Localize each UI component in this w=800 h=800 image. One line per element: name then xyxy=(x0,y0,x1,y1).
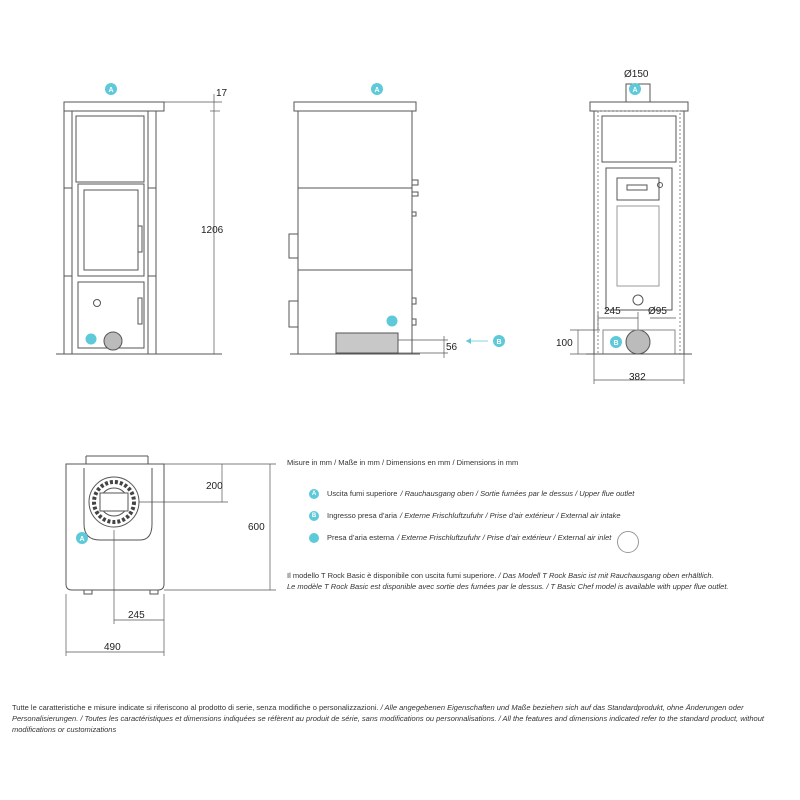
side-view xyxy=(289,102,420,354)
legend-item-air-intake xyxy=(287,510,621,522)
footer-translations: / Alle angegebenen Eigenschaften und Maße beziehen sich auf das Standardprodukt, ohne Änderungen oder Personalisierungen. / Toutes les caractéristiques et dimensions indiquées se réfèrent au produit de série, sans modifications ou personnalisations. / All the features and dimensions indicated refer to the standard product, without modifications or customizations xyxy=(12,703,764,734)
model-note xyxy=(287,570,729,592)
side-air-box xyxy=(336,333,398,353)
legend-badge-b: B xyxy=(309,511,319,521)
units-note: Misure in mm / Maße in mm / Dimensions en mm / Dimensions in mm xyxy=(287,458,519,467)
legend-label-air-intake: Ingresso presa d’aria xyxy=(327,511,398,520)
intake-badge-front xyxy=(86,334,97,345)
model-note-de: / Das Modell T Rock Basic ist mit Rauchausgang oben erhältlich. xyxy=(498,571,714,580)
model-note-it: Il modello T Rock Basic è disponibile con uscita fumi superiore. xyxy=(287,571,497,580)
rear-body xyxy=(594,111,684,354)
model-note-fr: Le modèle T Rock Basic est disponible avec sortie des fumées par le dessus. xyxy=(287,582,545,591)
footer-it: Tutte le caratteristiche e misure indicate si riferiscono al prodotto di serie, senza modifiche o personalizzazioni. xyxy=(12,703,379,712)
legend-label-air-inlet: Presa d’aria esterna xyxy=(327,533,395,542)
dim-rear-intake-height: 100 xyxy=(556,338,573,349)
dim-flue-diameter: Ø150 xyxy=(624,69,649,80)
plan-view xyxy=(66,456,164,594)
rear-air-intake xyxy=(626,330,650,354)
badge-b-rear-label: B xyxy=(613,340,619,347)
dim-air-connection-height: 56 xyxy=(446,342,458,353)
dim-top-offset: 17 xyxy=(216,88,228,99)
model-note-en: / T Basic Chef model is available with upper flue outlet. xyxy=(546,582,729,591)
external-air-symbol-icon xyxy=(617,531,639,553)
footer-disclaimer xyxy=(12,702,787,735)
legend-badge-intake-symbol xyxy=(309,533,319,543)
badge-a-plan-label: A xyxy=(79,536,85,543)
badge-a-side-label: A xyxy=(374,87,380,94)
dim-rear-offset: 245 xyxy=(604,306,621,317)
dim-plan-depth: 600 xyxy=(248,522,265,533)
legend-trans-air-inlet: / Externe Frischluftzufuhr / Prise d’air extérieur / External air inlet xyxy=(397,533,612,542)
legend-trans-flue-outlet: / Rauchausgang oben / Sortie fumées par le dessus / Upper flue outlet xyxy=(400,489,635,498)
badge-a-rear-label: A xyxy=(632,87,638,94)
dim-height: 1206 xyxy=(201,225,224,236)
front-dimension-lines xyxy=(164,94,222,354)
dim-plan-flue-offset: 245 xyxy=(128,610,145,621)
front-air-inlet xyxy=(104,332,122,350)
dim-plan-width: 490 xyxy=(104,642,121,653)
legend-label-flue-outlet: Uscita fumi superiore xyxy=(327,489,398,498)
legend-badge-a: A xyxy=(309,489,319,499)
front-view xyxy=(56,102,222,354)
legend-item-flue-outlet xyxy=(287,488,634,500)
dim-plan-flue-depth: 200 xyxy=(206,481,223,492)
front-top-cap xyxy=(64,102,164,111)
legend-trans-air-intake: / Externe Frischluftzufuhr / Prise d’air extérieur / External air intake xyxy=(400,511,621,520)
dim-intake-diameter: Ø95 xyxy=(648,306,667,317)
dim-rear-width: 382 xyxy=(629,372,646,383)
legend-item-air-inlet xyxy=(287,532,611,544)
rear-view xyxy=(586,84,692,354)
intake-badge-side xyxy=(387,316,398,327)
badge-a-front-label: A xyxy=(108,87,114,94)
badge-b-side-label: B xyxy=(496,339,502,346)
